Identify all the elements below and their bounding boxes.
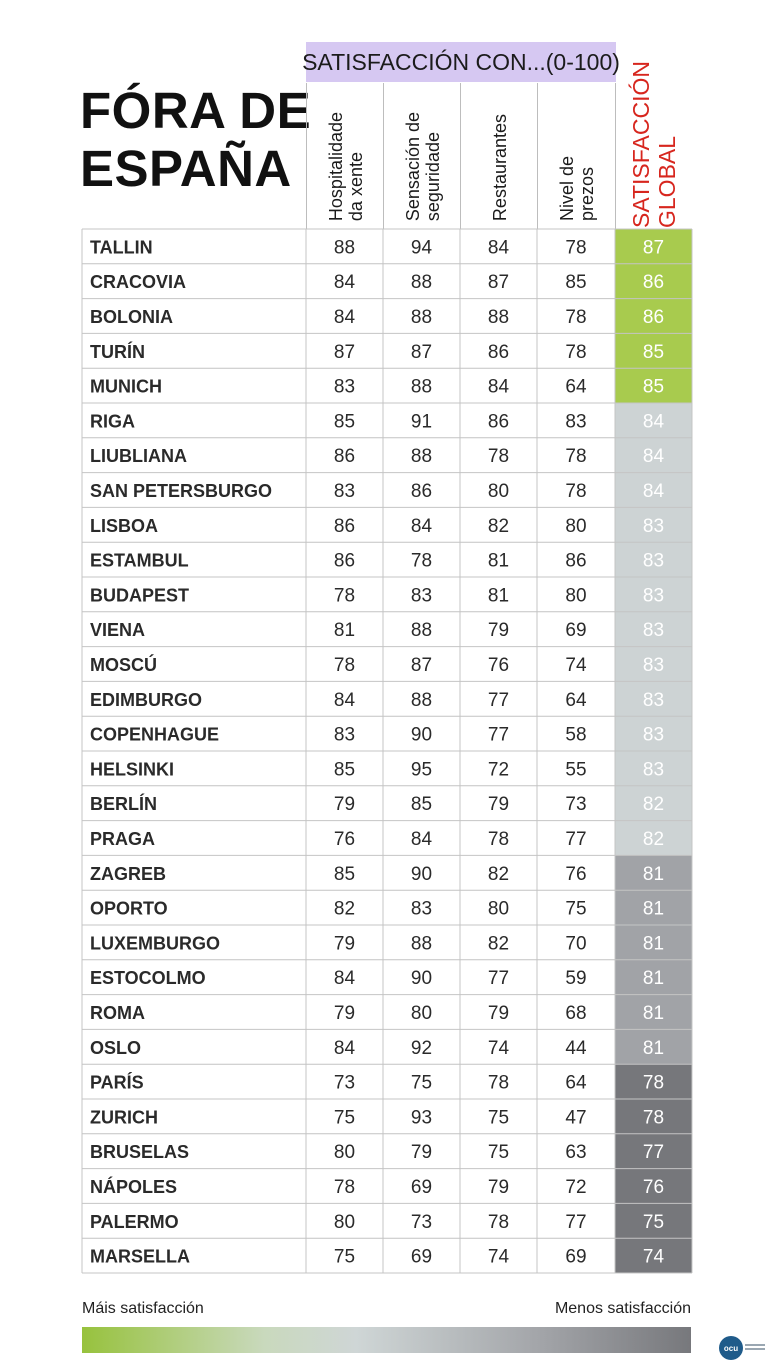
value-cell: 88 [487, 307, 510, 328]
value-cell: 81 [487, 585, 510, 607]
value-cell: 79 [333, 933, 356, 955]
value-cell: 78 [487, 1072, 510, 1094]
value-cell: 92 [410, 1037, 433, 1059]
value-cell: 75 [410, 1072, 433, 1094]
ocu-logo-icon: ocu [719, 1336, 743, 1360]
value-cell: 94 [410, 237, 433, 259]
city-name: TALLIN [90, 237, 153, 258]
title-line-1: FÓRA DE [80, 82, 312, 139]
global-value-cell: 84 [642, 411, 665, 433]
value-cell: 74 [487, 1246, 510, 1268]
value-cell: 83 [333, 376, 356, 398]
value-cell: 63 [565, 1142, 587, 1164]
city-name: PARÍS [90, 1072, 144, 1093]
global-value-cell: 74 [642, 1246, 665, 1268]
value-cell: 74 [565, 655, 587, 676]
legend-gradient-bar [82, 1327, 691, 1353]
global-value-cell: 83 [642, 759, 665, 781]
global-value-cell: 86 [642, 307, 665, 328]
value-cell: 78 [410, 550, 433, 572]
value-cell: 87 [487, 272, 510, 294]
value-cell: 78 [487, 829, 510, 850]
value-cell: 90 [410, 724, 433, 746]
value-cell: 78 [487, 1211, 510, 1233]
value-cell: 78 [565, 307, 587, 328]
value-cell: 70 [565, 933, 587, 955]
city-name: ROMA [90, 1003, 145, 1023]
value-cell: 78 [487, 446, 510, 468]
value-cell: 73 [410, 1211, 433, 1233]
value-cell: 78 [333, 585, 356, 607]
city-name: COPENHAGUE [90, 724, 220, 745]
value-cell: 83 [565, 411, 587, 433]
value-cell: 84 [487, 376, 510, 398]
city-name: LIUBLIANA [90, 446, 187, 467]
value-cell: 79 [410, 1142, 433, 1164]
column-header-label: Restaurantes [489, 113, 510, 221]
value-cell: 78 [565, 237, 587, 259]
city-name: MUNICH [90, 376, 162, 397]
value-cell: 69 [410, 1246, 433, 1268]
value-cell: 77 [487, 968, 510, 990]
value-cell: 78 [565, 481, 587, 502]
value-cell: 87 [410, 341, 433, 363]
global-value-cell: 83 [642, 724, 665, 746]
global-value-cell: 75 [642, 1211, 665, 1233]
value-cell: 80 [487, 481, 510, 502]
value-cell: 77 [487, 724, 510, 746]
global-value-cell: 81 [642, 933, 665, 955]
value-cell: 79 [333, 794, 356, 816]
value-cell: 72 [565, 1177, 587, 1198]
value-cell: 44 [565, 1037, 587, 1059]
value-cell: 86 [487, 341, 510, 363]
city-name: CRACOVIA [90, 272, 187, 293]
value-cell: 88 [333, 237, 356, 259]
value-cell: 80 [410, 1003, 433, 1024]
value-cell: 75 [487, 1107, 510, 1129]
global-value-cell: 78 [642, 1072, 665, 1094]
value-cell: 81 [487, 550, 510, 572]
value-cell: 86 [333, 515, 356, 537]
value-cell: 80 [565, 515, 587, 537]
city-name: BOLONIA [90, 307, 173, 327]
global-value-cell: 81 [642, 1037, 665, 1059]
column-header-label: Sensación de seguridade [402, 111, 443, 221]
city-name: EDIMBURGO [90, 689, 202, 710]
global-value-cell: 81 [642, 898, 665, 920]
value-cell: 79 [487, 794, 510, 816]
value-cell: 83 [410, 585, 433, 607]
global-value-cell: 84 [642, 481, 665, 502]
value-cell: 88 [410, 307, 433, 328]
city-name: MARSELLA [90, 1246, 190, 1267]
city-name: NÁPOLES [90, 1177, 178, 1197]
value-cell: 86 [333, 446, 356, 468]
value-cell: 64 [565, 1072, 587, 1094]
value-cell: 69 [565, 1246, 587, 1268]
value-cell: 79 [333, 1003, 356, 1024]
city-name: VIENA [90, 620, 146, 641]
city-name: RIGA [90, 411, 135, 432]
value-cell: 84 [487, 237, 510, 259]
value-cell: 76 [487, 655, 510, 676]
value-cell: 72 [487, 759, 510, 781]
logo-tagline [745, 1344, 765, 1352]
value-cell: 78 [333, 1177, 356, 1198]
city-name: PALERMO [90, 1211, 179, 1232]
value-cell: 68 [565, 1003, 587, 1024]
value-cell: 77 [565, 829, 587, 850]
value-cell: 84 [333, 689, 356, 711]
city-name: BERLÍN [90, 794, 157, 815]
value-cell: 84 [410, 829, 433, 850]
value-cell: 83 [333, 481, 356, 502]
legend-less-satisfaction: Menos satisfacción [554, 1300, 691, 1317]
global-value-cell: 82 [642, 829, 665, 850]
city-name: LISBOA [90, 515, 159, 536]
value-cell: 79 [487, 1003, 510, 1024]
value-cell: 75 [565, 898, 587, 920]
value-cell: 84 [333, 1037, 356, 1059]
city-name: OSLO [90, 1037, 142, 1058]
global-value-cell: 84 [642, 446, 665, 468]
value-cell: 91 [410, 411, 433, 433]
city-name: MOSCÚ [90, 655, 157, 675]
value-cell: 87 [333, 341, 356, 363]
city-name: ESTAMBUL [90, 550, 189, 571]
value-cell: 79 [487, 1177, 510, 1198]
value-cell: 73 [565, 794, 587, 816]
value-cell: 87 [410, 655, 433, 676]
value-cell: 47 [565, 1107, 587, 1129]
global-value-cell: 87 [642, 237, 665, 259]
value-cell: 93 [410, 1107, 433, 1129]
value-cell: 88 [410, 620, 433, 642]
city-name: HELSINKI [90, 759, 175, 780]
value-cell: 69 [565, 620, 587, 642]
value-cell: 88 [410, 689, 433, 711]
value-cell: 55 [565, 759, 587, 781]
global-value-cell: 81 [642, 863, 665, 885]
value-cell: 73 [333, 1072, 356, 1094]
value-cell: 79 [487, 620, 510, 642]
value-cell: 80 [487, 898, 510, 920]
global-value-cell: 83 [642, 620, 665, 642]
value-cell: 85 [333, 863, 356, 885]
value-cell: 82 [487, 515, 510, 537]
column-header-label: Nivel de prezos [556, 155, 597, 221]
legend-more-satisfaction: Máis satisfacción [82, 1300, 204, 1317]
group-header: SATISFACCIÓN CON...(0-100) [306, 42, 616, 82]
value-cell: 86 [487, 411, 510, 433]
global-value-cell: 77 [642, 1142, 665, 1164]
value-cell: 80 [333, 1142, 356, 1164]
global-value-cell: 83 [642, 550, 665, 572]
value-cell: 81 [333, 620, 356, 642]
city-name: OPORTO [90, 898, 168, 919]
global-value-cell: 78 [642, 1107, 665, 1129]
city-name: ZAGREB [90, 863, 166, 884]
value-cell: 84 [410, 515, 433, 537]
global-value-cell: 85 [642, 376, 665, 398]
value-cell: 85 [333, 411, 356, 433]
city-name: ESTOCOLMO [90, 968, 206, 989]
value-cell: 86 [410, 481, 433, 502]
global-value-cell: 83 [642, 585, 665, 607]
value-cell: 75 [333, 1246, 356, 1268]
value-cell: 90 [410, 863, 433, 885]
value-cell: 83 [410, 898, 433, 920]
value-cell: 58 [565, 724, 587, 746]
city-name: BUDAPEST [90, 585, 190, 606]
value-cell: 88 [410, 376, 433, 398]
title-line-2: ESPAÑA [80, 140, 292, 197]
value-cell: 64 [565, 376, 587, 398]
value-cell: 64 [565, 689, 587, 711]
value-cell: 77 [487, 689, 510, 711]
value-cell: 69 [410, 1177, 433, 1198]
value-cell: 85 [565, 272, 587, 294]
value-cell: 78 [565, 446, 587, 468]
city-name: SAN PETERSBURGO [90, 481, 273, 501]
value-cell: 85 [410, 794, 433, 816]
value-cell: 75 [333, 1107, 356, 1129]
global-value-cell: 81 [642, 968, 665, 990]
global-value-cell: 76 [642, 1177, 665, 1198]
value-cell: 95 [410, 759, 433, 781]
city-name: PRAGA [90, 829, 156, 849]
value-cell: 82 [487, 933, 510, 955]
value-cell: 85 [333, 759, 356, 781]
global-value-cell: 81 [642, 1003, 665, 1024]
value-cell: 76 [333, 829, 356, 850]
value-cell: 90 [410, 968, 433, 990]
global-header-label: SATISFACCIÓN GLOBAL [628, 61, 680, 228]
city-name: TURÍN [90, 341, 145, 362]
global-value-cell: 85 [642, 341, 665, 363]
value-cell: 84 [333, 272, 356, 294]
value-cell: 84 [333, 307, 356, 328]
global-value-cell: 82 [642, 794, 665, 816]
value-cell: 88 [410, 933, 433, 955]
value-cell: 82 [333, 898, 356, 920]
global-value-cell: 86 [642, 272, 665, 294]
value-cell: 82 [487, 863, 510, 885]
value-cell: 88 [410, 272, 433, 294]
value-cell: 80 [333, 1211, 356, 1233]
value-cell: 74 [487, 1037, 510, 1059]
value-cell: 75 [487, 1142, 510, 1164]
global-value-cell: 83 [642, 515, 665, 537]
global-value-cell: 83 [642, 655, 665, 676]
value-cell: 88 [410, 446, 433, 468]
value-cell: 77 [565, 1211, 587, 1233]
value-cell: 86 [333, 550, 356, 572]
value-cell: 83 [333, 724, 356, 746]
value-cell: 84 [333, 968, 356, 990]
value-cell: 76 [565, 863, 587, 885]
value-cell: 80 [565, 585, 587, 607]
value-cell: 86 [565, 550, 587, 572]
value-cell: 78 [565, 341, 587, 363]
global-value-cell: 83 [642, 689, 665, 711]
city-name: BRUSELAS [90, 1142, 190, 1163]
value-cell: 78 [333, 655, 356, 676]
city-name: ZURICH [90, 1107, 158, 1128]
city-name: LUXEMBURGO [90, 933, 220, 954]
value-cell: 59 [565, 968, 587, 990]
column-header-label: Hospitalidade da xente [325, 111, 366, 221]
